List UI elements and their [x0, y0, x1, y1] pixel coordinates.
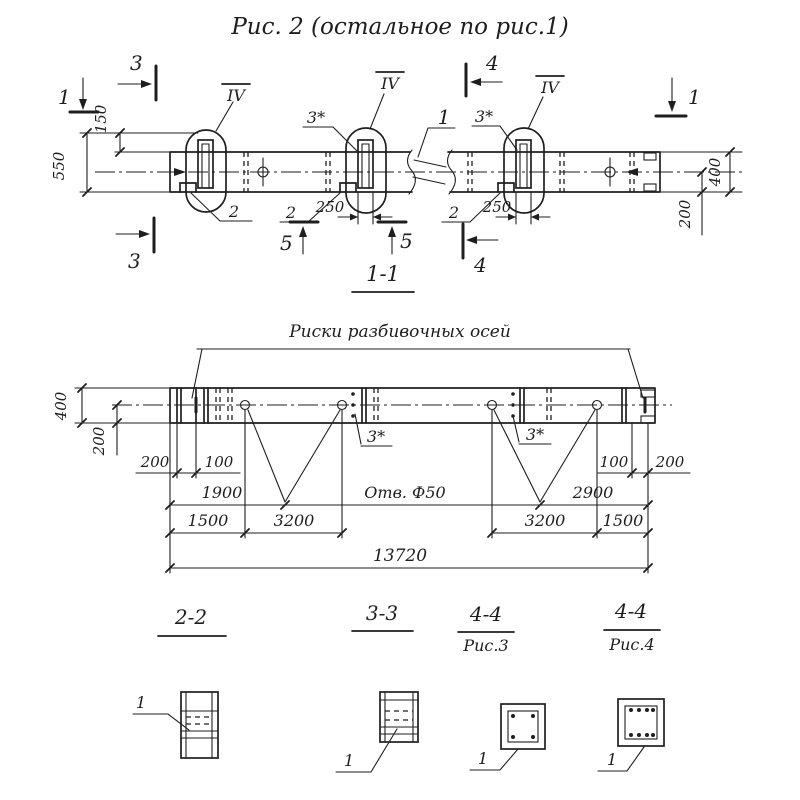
- elev-dim-200-vert: 200: [90, 426, 108, 456]
- callout-2-mid: 2: [285, 203, 297, 222]
- plan-slot-left: [198, 140, 213, 188]
- plan-slot-left-inner: [202, 144, 209, 188]
- section-4-4a-callout: 1: [477, 749, 489, 768]
- dim-total: 13720: [372, 546, 428, 566]
- dim-250-mid-arrows: [350, 214, 381, 221]
- callout-2-left: 2: [228, 202, 240, 221]
- section-marker-5-right: [378, 222, 413, 254]
- callout-2-right: 2: [448, 203, 460, 222]
- dim-250-mid: 250: [315, 198, 345, 216]
- elev-3star-left: 3*: [366, 427, 386, 446]
- elev-3star-right: 3*: [525, 425, 545, 444]
- plan-hook-bottom: [644, 184, 656, 191]
- elevation-label: 1-1: [366, 262, 400, 286]
- plan-notch-mid: [340, 183, 356, 192]
- detail-mark-iv-right: IV: [541, 78, 559, 97]
- plan-slot-mid-inner: [362, 144, 369, 188]
- callout-1: 1: [437, 105, 451, 129]
- dim-550: 550: [50, 151, 68, 181]
- detail-leader-left: [216, 102, 233, 131]
- callout-3star-mid: 3*: [306, 108, 326, 127]
- marker-5-right-label: 5: [400, 229, 413, 253]
- section-2-2-label: 2-2: [174, 605, 208, 629]
- marker-1-left-label: 1: [58, 85, 71, 109]
- section-marker-4-top: [466, 51, 502, 96]
- dim-3200-left: 3200: [273, 511, 315, 530]
- plan-slot-right: [516, 140, 531, 188]
- dim-2900: 2900: [572, 483, 614, 502]
- strand-arrow-left: [174, 168, 186, 176]
- elevation-view: [52, 129, 734, 573]
- dim-100-right: 100: [599, 453, 629, 471]
- section-2-2-drawing: [133, 692, 218, 758]
- section-4-4b-drawing: [598, 699, 664, 771]
- plan-slot-right-inner: [520, 144, 527, 188]
- section-4-4b-label: 4-4: [614, 599, 648, 623]
- section-marker-3-top: [118, 51, 156, 100]
- section-4-4a-label: 4-4: [469, 602, 503, 626]
- strand-arrow-right: [626, 168, 638, 176]
- elev-dim-400: 400: [52, 391, 70, 421]
- marker-1-right-label: 1: [688, 85, 701, 109]
- section-3-3-drawing: [336, 692, 418, 772]
- axis-note-leaders: [192, 349, 643, 398]
- detail-mark-iv-left: IV: [227, 86, 245, 105]
- marker-4-bottom-label: 4: [474, 253, 487, 277]
- axis-note: Риски разбивочных осей: [289, 322, 511, 342]
- marker-5-left-label: 5: [280, 231, 293, 255]
- section-3-3-callout: 1: [343, 751, 355, 770]
- callout-3star-right: 3*: [474, 107, 494, 126]
- cross-sections: [133, 599, 664, 772]
- callout-2-left-leader: [191, 193, 252, 221]
- section-3-3-label: 3-3: [365, 601, 399, 625]
- callout-3star-right-leader: [472, 126, 517, 150]
- section-4-4b-sub: Рис.4: [609, 635, 655, 654]
- dim-150: 150: [92, 104, 110, 134]
- marker-3-top-label: 3: [130, 51, 143, 75]
- section-4-4b-callout: 1: [606, 750, 618, 769]
- dim-250-right-arrows: [508, 214, 539, 221]
- section-marker-3-bottom: [116, 218, 154, 273]
- section-4-4a-drawing: [470, 704, 545, 770]
- drawing-title: Рис. 2 (остальное по рис.1): [231, 14, 569, 40]
- marker-3-bottom-label: 3: [128, 249, 141, 273]
- plan-notch-left: [180, 183, 196, 192]
- section-2-2-callout: 1: [135, 693, 147, 712]
- marker-4-top-label: 4: [486, 51, 499, 75]
- section-marker-5-left: [280, 222, 318, 255]
- hole-note: Отв. Ф50: [364, 483, 446, 502]
- plan-view: [50, 51, 742, 277]
- dim-200-plan: 200: [676, 199, 694, 229]
- plan-slot-mid: [358, 140, 373, 188]
- dim-400-plan: 400: [706, 157, 724, 187]
- dim-200-left: 200: [140, 453, 170, 471]
- section-marker-1-right: [656, 78, 701, 116]
- detail-mark-iv-mid: IV: [381, 74, 399, 93]
- plan-notch-right: [498, 183, 514, 192]
- dim-200-right: 200: [655, 453, 685, 471]
- section-marker-4-bottom: [463, 224, 498, 277]
- plan-hook-top: [644, 153, 656, 160]
- dim-250-right: 250: [482, 198, 512, 216]
- dim-1900: 1900: [201, 483, 243, 502]
- detail-bubble-left: [186, 130, 226, 212]
- dim-100-left: 100: [204, 453, 234, 471]
- detail-leader-mid: [370, 94, 384, 129]
- section-4-4a-sub: Рис.3: [463, 636, 509, 655]
- detail-leader-right: [528, 97, 543, 129]
- dim-3200-right: 3200: [524, 511, 566, 530]
- dim-1500-left: 1500: [187, 511, 229, 530]
- dim-1500-right: 1500: [602, 511, 644, 530]
